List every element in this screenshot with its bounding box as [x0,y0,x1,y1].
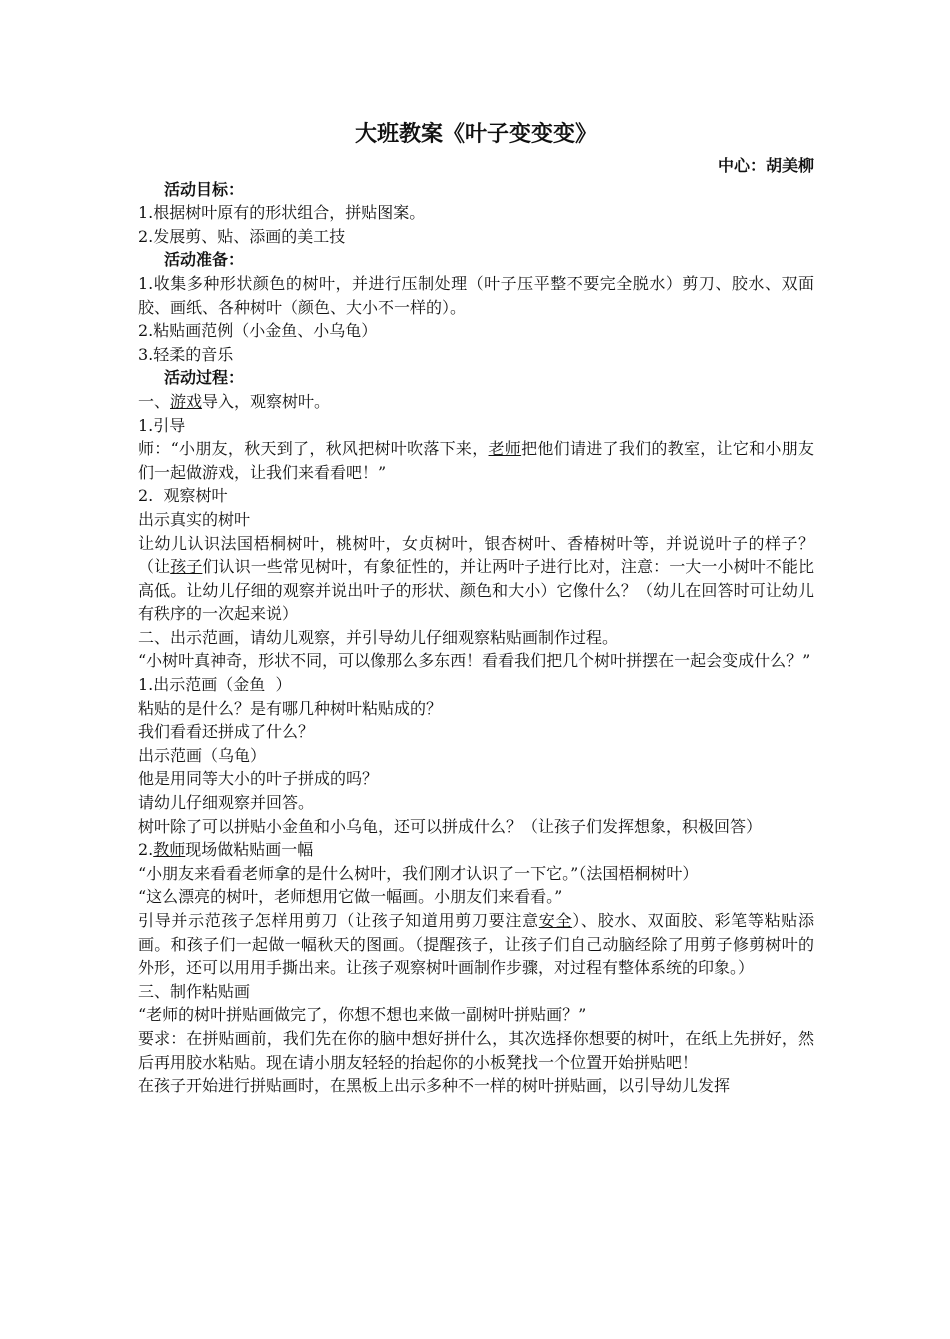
s1-show: 出示真实的树叶 [138,509,251,529]
document-title: 大班教案《叶子变变变》 [354,122,597,147]
s2-2b: “这么漂亮的树叶，老师想用它做一幅画。小朋友们来看看。” [138,887,563,907]
s1-step-1: 1.引导 [138,415,186,435]
s2-2a: “小朋友来看看老师拿的是什么树叶，我们刚才认识了一下它。”（法国梧桐树叶） [138,863,699,883]
link-game[interactable]: 游戏 [170,391,203,411]
s3-requirement: 要求：在拼贴画前，我们先在你的脑中想好拼什么，其次选择你想要的树叶，在纸上先拼好，然后再用胶水粘贴。现在请小朋友轻轻的抬起你的小板凳找一个位置开始拼贴吧！ [138,1028,814,1072]
s1-quote [138,437,814,484]
text: 让幼儿认识法国梧桐树叶，桃树叶，女贞树叶，银杏树叶、香椿树叶等，并说说叶子的样子？（让 [138,533,814,577]
s2-1a: 粘贴的是什么？是有哪几种树叶粘贴成的？ [138,698,443,718]
text: 现场做粘贴画一幅 [185,840,314,860]
prep-2: 2.粘贴画范例（小金鱼、小乌龟） [138,321,378,341]
goal-2: 2.发展剪、贴、添画的美工技 [138,226,346,246]
s2-1c: 出示范画（乌龟） [138,745,267,765]
link-child[interactable]: 孩子 [170,557,203,577]
text: 们认识一些常见树叶，有象征性的，并让两叶子进行比对，注意：一大一小树叶不能比高低。让幼儿仔细的观察并说出叶子的形状、颜色和大小）它像什么？（幼儿在回答时可让幼儿有秩序的一次起来说） [138,557,814,624]
prep-heading: 活动准备： [164,250,245,270]
text: 一、 [138,391,171,411]
text: ）、胶水、双面胶、彩笔等粘贴添画。和孩子们一起做一幅秋天的图画。（提醒孩子，让孩子们自己动脑经除了用剪子修剪树叶的外形，还可以用用手撕出来。让孩子观察树叶画制作步骤，对过程有整体系统的印象。） [138,911,814,978]
s1-step-2: 2. 观察树叶 [138,486,228,506]
s2-1f: 树叶除了可以拼贴小金鱼和小乌龟，还可以拼成什么？（让孩子们发挥想象，积极回答） [138,816,763,836]
s2-quote: “小树叶真神奇，形状不同，可以像那么多东西！看看我们把几个树叶拼摆在一起会变成什么？” [138,651,811,671]
s2-step-1: 1.出示范画（金鱼 ） [138,675,292,695]
text: 师：“小朋友，秋天到了，秋风把树叶吹落下来， [138,439,489,459]
text: 把他们请进了我们的教室，让它和小朋友们一起做游戏，让我们来看看吧！” [138,439,814,482]
s1-know [138,532,814,626]
author-line: 中心：胡美柳 [717,156,814,175]
section-2-title: 二、出示范画，请幼儿观察，并引导幼儿仔细观察粘贴画制作过程。 [138,627,619,647]
goals-heading: 活动目标： [164,179,245,199]
link-safety[interactable]: 安全 [538,911,573,930]
process-heading: 活动过程： [164,368,245,388]
section-3-title: 三、制作粘贴画 [138,981,251,1001]
s2-step-2 [138,838,814,862]
s2-2c [138,909,814,980]
prep-1: 1.收集多种形状颜色的树叶，并进行压制处理（叶子压平整不要完全脱水）剪刀、胶水、双面胶、画纸、各种树叶（颜色、大小不一样的）。 [138,273,814,317]
s2-1e: 请幼儿仔细观察并回答。 [138,793,315,813]
s2-1d: 他是用同等大小的叶子拼成的吗？ [138,769,379,789]
document-page [138,120,814,1098]
section-1-title [138,390,814,414]
s2-1b: 我们看看还拼成了什么？ [138,722,315,742]
s3-last: 在孩子开始进行拼贴画时，在黑板上出示多种不一样的树叶拼贴画，以引导幼儿发挥 [138,1076,731,1096]
prep-3: 3.轻柔的音乐 [138,344,234,364]
text: 2. [138,840,154,860]
text: 引导并示范孩子怎样用剪刀（让孩子知道用剪刀要注意 [138,911,539,930]
s3-quote: “老师的树叶拼贴画做完了，你想不想也来做一副树叶拼贴画？” [138,1005,587,1025]
text: 导入，观察树叶。 [202,391,331,411]
link-teacher-2[interactable]: 教师 [153,840,186,860]
goal-1: 1.根据树叶原有的形状组合，拼贴图案。 [138,203,426,223]
link-teacher[interactable]: 老师 [488,439,522,459]
